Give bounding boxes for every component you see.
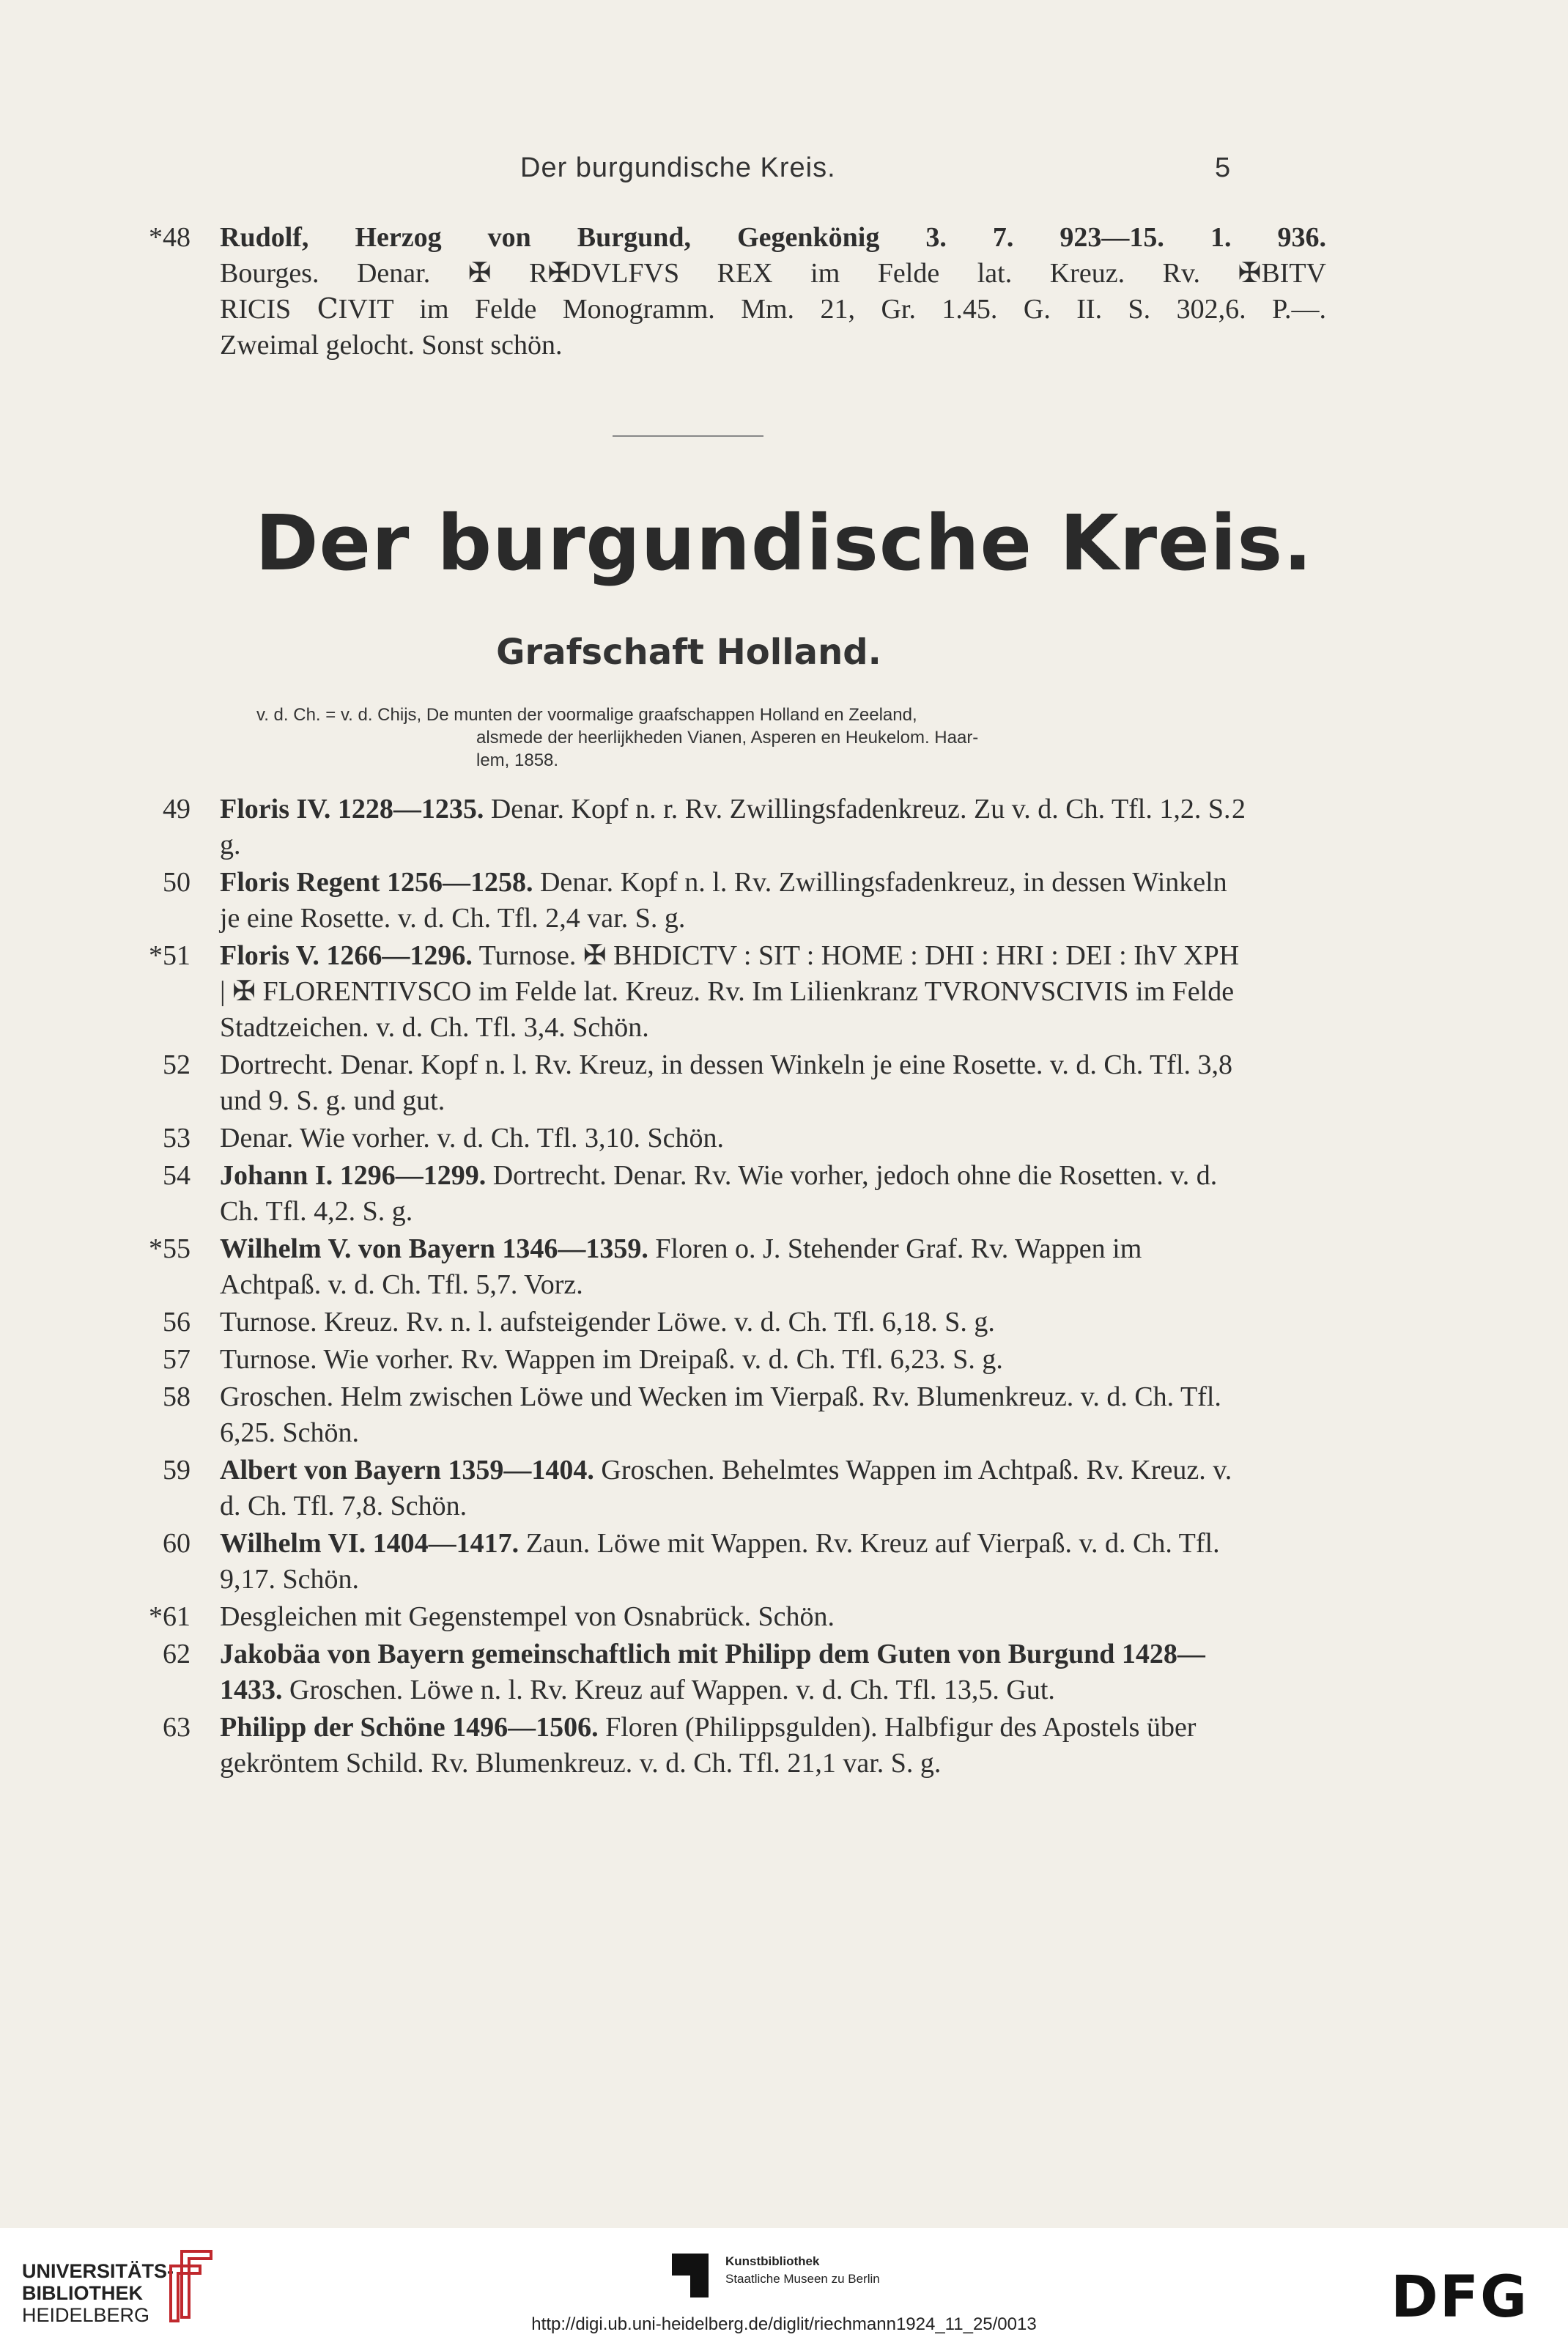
- catalog-entry: [139, 791, 1246, 863]
- entry-number: *55: [149, 1233, 191, 1264]
- entry-number: 52: [163, 1049, 191, 1080]
- catalog-entry: [139, 1342, 1246, 1378]
- catalog-entry: [139, 865, 1246, 937]
- entry-number: 57: [163, 1344, 191, 1375]
- entry-text: Desgleichen mit Gegenstempel von Osnabrück. Schön.: [220, 1601, 835, 1632]
- reference-note: [256, 704, 1121, 772]
- kb-line: Kunstbibliothek: [725, 2254, 820, 2268]
- catalog-entry: [139, 938, 1246, 1046]
- entry-number: *61: [149, 1601, 191, 1632]
- entry-number: 56: [163, 1307, 191, 1337]
- entry-ruler: Wilhelm VI. 1404—1417.: [220, 1528, 519, 1559]
- entry-text-line: RICIS ⅭIVIT im Felde Monogramm. Mm. 21, Gr. 1.45. G. II. S. 302,6. P.—.: [220, 294, 1326, 325]
- entry-price: 2: [1232, 794, 1246, 824]
- entry-text: Denar. Wie vorher. v. d. Ch. Tfl. 3,10. Schön.: [220, 1123, 725, 1154]
- entry-text: Turnose. Wie vorher. Rv. Wappen im Dreipaß. v. d. Ch. Tfl. 6,23. S. g.: [220, 1344, 1003, 1375]
- entry-text: Floren o. J. Stehender Graf. Rv. Wappen im Achtpaß. v. d. Ch. Tfl. 5,7. Vorz.: [220, 1233, 1142, 1300]
- catalog-entry: [139, 1636, 1246, 1708]
- reference-line: v. d. Ch. = v. d. Chijs, De munten der voormalige graafschappen Holland en Zeeland,: [256, 705, 917, 725]
- permalink-url[interactable]: http://digi.ub.uni-heidelberg.de/diglit/riechmann1924_11_25/0013: [531, 2314, 1037, 2334]
- entry-ruler: Wilhelm V. von Bayern 1346—1359.: [220, 1233, 648, 1264]
- entry-text: Groschen. Helm zwischen Löwe und Wecken im Vierpaß. Rv. Blumenkreuz. v. d. Ch. Tfl. 6,25. Schön.: [220, 1381, 1221, 1448]
- entry-number: 60: [163, 1528, 191, 1559]
- running-head-title: Der burgundische Kreis.: [520, 152, 836, 183]
- entry-text: Denar. Kopf n. l. Rv. Zwillingsfadenkreuz, in dessen Winkeln je eine Rosette. v. d. Ch. Tfl. 2,4 var. S. g.: [220, 867, 1227, 934]
- entry-text: Dortrecht. Denar. Kopf n. l. Rv. Kreuz, in dessen Winkeln je eine Rosette. v. d. Ch. Tfl. 3,8 und 9. S. g. und gut.: [220, 1049, 1233, 1116]
- catalog-entry-48: [139, 220, 1326, 363]
- uni-line: UNIVERSITÄTS-: [22, 2260, 174, 2282]
- reference-line: lem, 1858.: [476, 750, 559, 770]
- entry-text-line: Bourges. Denar. ✠ R✠DVLFVS REX im Felde lat. Kreuz. Rv. ✠BITV: [220, 258, 1326, 289]
- entry-text-line: Zweimal gelocht. Sonst schön.: [220, 330, 563, 361]
- catalog-entry: [139, 1599, 1246, 1635]
- uni-line: HEIDELBERG: [22, 2304, 150, 2326]
- entry-number: *48: [149, 222, 191, 253]
- reference-line: alsmede der heerlijkheden Vianen, Asperen en Heukelom. Haar-: [476, 728, 979, 748]
- catalog-entry: [139, 1121, 1246, 1156]
- entry-ruler: Floris V. 1266—1296.: [220, 940, 473, 971]
- page-number: 5: [1215, 152, 1231, 183]
- entry-number: *51: [149, 940, 191, 971]
- catalog-entry: [139, 1453, 1246, 1524]
- catalog-entry: [139, 1526, 1246, 1598]
- dfg-logo: DFG: [1391, 2265, 1529, 2330]
- entry-text: Floren (Philippsgulden). Halbfigur des Apostels über gekröntem Schild. Rv. Blumenkreuz. v. d. Ch. Tfl. 21,1 var. S. g.: [220, 1712, 1197, 1779]
- entry-ruler: Philipp der Schöne 1496—1506.: [220, 1712, 599, 1743]
- section-subheading: Grafschaft Holland.: [496, 632, 881, 673]
- footer: [0, 2228, 1568, 2340]
- catalog-entry-list: [139, 791, 1246, 1783]
- entry-text: Dortrecht. Denar. Rv. Wie vorher, jedoch ohne die Rosetten. v. d. Ch. Tfl. 4,2. S. g.: [220, 1160, 1218, 1227]
- section-heading: Der burgundische Kreis.: [255, 498, 1313, 588]
- entry-ruler: Floris Regent 1256—1258.: [220, 867, 533, 898]
- entry-text: Turnose. ✠ BHDICTV : SIT : HOME : DHI : HRI : DEI : IhV XPH | ✠ FLORENTIVSCO im Felde lat. Kreuz. Rv. Im Lilienkranz TVRONVSCIVIS im Felde Stadtzeichen. v. d. Ch. Tfl. 3,4. Schön.: [220, 940, 1240, 1043]
- entry-number: 53: [163, 1123, 191, 1154]
- entry-ruler: Albert von Bayern 1359—1404.: [220, 1455, 594, 1485]
- entry-number: 59: [163, 1455, 191, 1485]
- catalog-entry: [139, 1158, 1246, 1230]
- catalog-entry: [139, 1710, 1246, 1782]
- kunstbibliothek-text: [725, 2253, 880, 2288]
- entry-text: Groschen. Behelmtes Wappen im Achtpaß. Rv. Kreuz. v. d. Ch. Tfl. 7,8. Schön.: [220, 1455, 1232, 1521]
- uni-line: BIBLIOTHEK: [22, 2282, 143, 2304]
- catalog-entry: [139, 1304, 1246, 1340]
- entry-number: 54: [163, 1160, 191, 1191]
- entry-ruler: Johann I. 1296—1299.: [220, 1160, 487, 1191]
- entry-text: Denar. Kopf n. r. Rv. Zwillingsfadenkreuz. Zu v. d. Ch. Tfl. 1,2. S. g.: [220, 794, 1231, 860]
- catalog-entry: [139, 1047, 1246, 1119]
- entry-text: Turnose. Kreuz. Rv. n. l. aufsteigender Löwe. v. d. Ch. Tfl. 6,18. S. g.: [220, 1307, 995, 1337]
- catalog-entry: [139, 1231, 1246, 1303]
- section-divider: [613, 435, 763, 437]
- entry-ruler: Jakobäa von Bayern gemeinschaftlich mit Philipp dem Guten von Burgund 1428—1433.: [220, 1639, 1205, 1705]
- running-head: [0, 152, 1568, 189]
- entry-ruler: Floris IV. 1228—1235.: [220, 794, 484, 824]
- kb-line: Staatliche Museen zu Berlin: [725, 2272, 880, 2286]
- entry-text: Zaun. Löwe mit Wappen. Rv. Kreuz auf Vierpaß. v. d. Ch. Tfl. 9,17. Schön.: [220, 1528, 1220, 1595]
- entry-number: 50: [163, 867, 191, 898]
- university-logo-icon: [160, 2244, 218, 2325]
- catalog-entry: [139, 1379, 1246, 1451]
- entry-text: Groschen. Löwe n. l. Rv. Kreuz auf Wappen. v. d. Ch. Tfl. 13,5. Gut.: [282, 1675, 1055, 1705]
- entry-number: 62: [163, 1639, 191, 1669]
- kunstbibliothek-logo-icon: [668, 2250, 712, 2301]
- entry-number: 63: [163, 1712, 191, 1743]
- entry-number: 49: [163, 794, 191, 824]
- entry-number: 58: [163, 1381, 191, 1412]
- entry-ruler: Rudolf, Herzog von Burgund, Gegenkönig 3. 7. 923—15. 1. 936.: [220, 222, 1326, 253]
